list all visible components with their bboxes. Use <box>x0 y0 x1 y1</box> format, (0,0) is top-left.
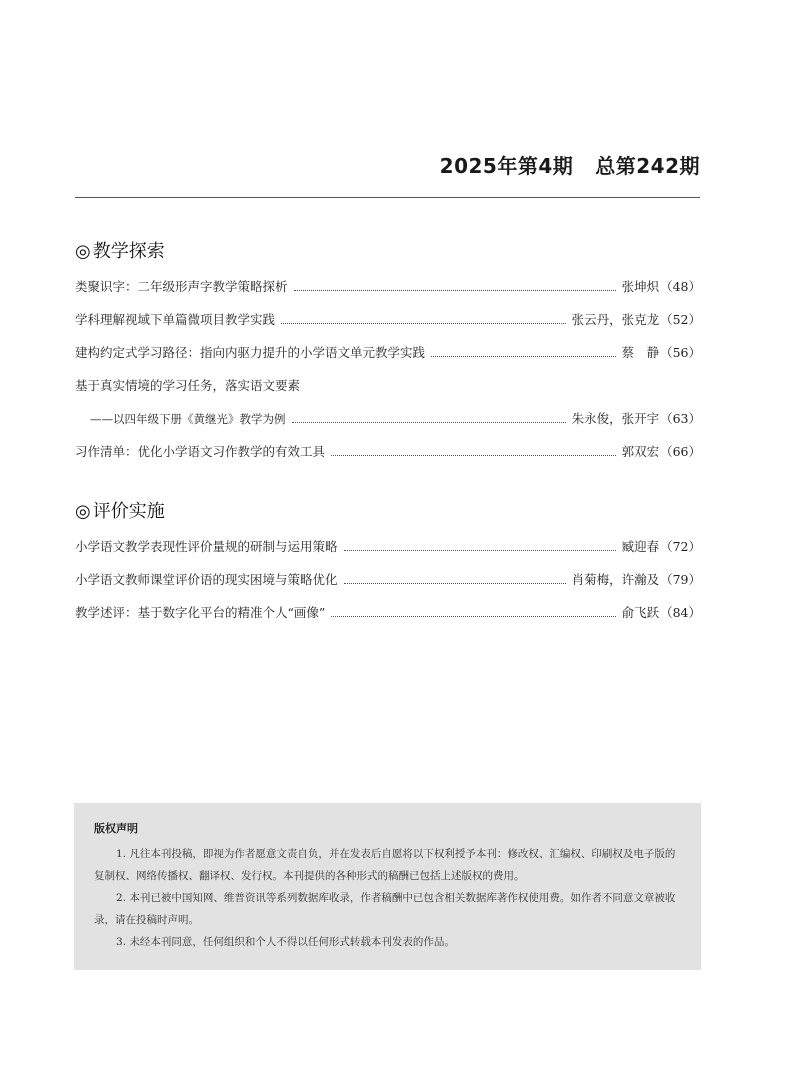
entry-page: （52） <box>660 312 701 327</box>
copyright-title: 版权声明 <box>94 822 138 835</box>
section-evaluation-implementation <box>75 498 701 629</box>
entry-author: 郭双宏 <box>621 444 660 459</box>
entry-page: （72） <box>660 539 701 554</box>
entry-title: 建构约定式学习路径：指向内驱力提升的小学语文单元教学实践 <box>75 345 426 360</box>
toc-entry[interactable] <box>75 270 701 303</box>
leader-dots <box>431 355 616 357</box>
section-title <box>75 498 701 526</box>
entry-page: （56） <box>660 345 701 360</box>
section-teaching-exploration <box>75 238 701 468</box>
section-title-text: 评价实施 <box>92 501 165 522</box>
copyright-notice-box <box>74 803 701 970</box>
issue-number: 2025年第4期 <box>439 154 574 178</box>
entry-author: 朱永俊，张开宇 <box>571 411 660 426</box>
entry-author: 张云丹，张克龙 <box>571 312 660 327</box>
entry-author: 俞飞跃 <box>621 605 660 620</box>
leader-dots <box>281 322 566 324</box>
copyright-paragraph: 1. 凡往本刊投稿，即视为作者愿意文责自负，并在发表后自愿将以下权利授予本刊：修改权、汇编权、印刷权及电子版的复制权、网络传播权、翻译权、发行权。本刊提供的各种形式的稿酬已包括上述版权的费用。 <box>94 848 676 882</box>
entry-page: （66） <box>660 444 701 459</box>
entry-title: 小学语文教师课堂评价语的现实困境与策略优化 <box>75 572 338 587</box>
entry-title: 类聚识字：二年级形声字教学策略探析 <box>75 279 288 294</box>
leader-dots <box>344 582 566 584</box>
issue-heading <box>440 150 700 179</box>
entry-subtitle: ——以四年级下册《黄继光》教学为例 <box>90 412 286 426</box>
leader-dots <box>294 289 616 291</box>
leader-dots <box>292 421 566 423</box>
total-issue-number: 总第242期 <box>595 154 700 178</box>
entry-author: 肖菊梅，许瀚及 <box>571 572 660 587</box>
toc-entry[interactable] <box>75 563 701 596</box>
entry-title: 教学述评：基于数字化平台的精准个人“画像” <box>75 605 326 620</box>
section-mark-icon: ◎ <box>75 241 91 262</box>
section-title <box>75 238 701 266</box>
section-mark-icon: ◎ <box>75 501 91 522</box>
entry-title: 习作清单：优化小学语文习作教学的有效工具 <box>75 444 326 459</box>
entry-author: 蔡 静 <box>621 345 660 360</box>
leader-dots <box>344 549 616 551</box>
leader-dots <box>331 454 616 456</box>
toc-entry-main-title[interactable] <box>75 369 701 402</box>
toc-entry[interactable] <box>75 596 701 629</box>
copyright-paragraph: 2. 本刊已被中国知网、维普资讯等系列数据库收录，作者稿酬中已包含相关数据库著作权使用费。如作者不同意文章被收录，请在投稿时声明。 <box>94 892 676 926</box>
entry-title: 小学语文教学表现性评价量规的研制与运用策略 <box>75 539 338 554</box>
entry-page: （79） <box>660 572 701 587</box>
section-title-text: 教学探索 <box>92 241 165 262</box>
entry-page: （63） <box>660 411 701 426</box>
entry-author: 张坤炽 <box>621 279 660 294</box>
toc-entry-subtitle[interactable] <box>75 402 701 435</box>
leader-dots <box>331 615 615 617</box>
entry-title: 学科理解视域下单篇微项目教学实践 <box>75 312 276 327</box>
toc-entry[interactable] <box>75 435 701 468</box>
header-divider <box>75 197 700 198</box>
entry-title: 基于真实情境的学习任务，落实语文要素 <box>75 378 301 393</box>
entry-page: （48） <box>660 279 701 294</box>
entry-author: 臧迎春 <box>621 539 660 554</box>
toc-entry[interactable] <box>75 530 701 563</box>
copyright-paragraph: 3. 未经本刊同意，任何组织和个人不得以任何形式转载本刊发表的作品。 <box>116 936 455 948</box>
copyright-body <box>94 843 684 953</box>
entry-page: （84） <box>660 605 701 620</box>
toc-entry[interactable] <box>75 336 701 369</box>
toc-entry[interactable] <box>75 303 701 336</box>
